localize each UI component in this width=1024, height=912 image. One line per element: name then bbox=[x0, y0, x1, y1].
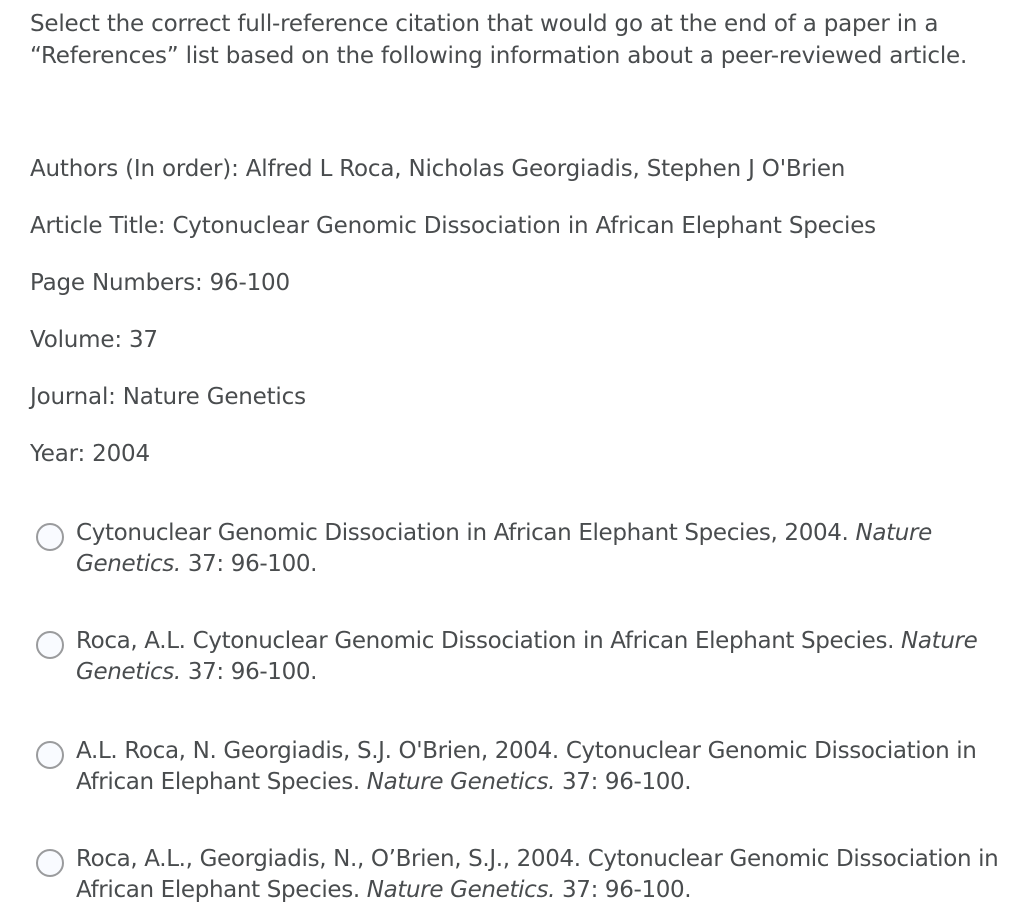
radio-button-3[interactable] bbox=[36, 741, 64, 769]
answer-option-3[interactable] bbox=[36, 736, 1011, 798]
article-volume: Volume: 37 bbox=[30, 327, 158, 353]
answer-option-4[interactable] bbox=[36, 844, 1011, 906]
radio-button-4[interactable] bbox=[36, 849, 64, 877]
option-2-journal: Nature Genetics. bbox=[76, 628, 978, 685]
answer-option-2-text bbox=[76, 626, 1011, 688]
option-4-journal: Nature Genetics. bbox=[366, 877, 556, 903]
option-2-pages: 37: 96-100. bbox=[180, 659, 318, 685]
answer-option-3-text bbox=[76, 736, 1011, 798]
radio-button-2[interactable] bbox=[36, 631, 64, 659]
option-3-journal: Nature Genetics. bbox=[366, 769, 556, 795]
option-3-pages: 37: 96-100. bbox=[555, 769, 692, 795]
question-prompt: Select the correct full-reference citation that would go at the end of a paper in a “References” list based on the following information about a peer-reviewed article. bbox=[30, 11, 968, 69]
answer-option-1-text bbox=[76, 518, 1011, 580]
radio-button-1[interactable] bbox=[36, 523, 64, 551]
answer-option-4-text bbox=[76, 844, 1011, 906]
answer-option-1[interactable] bbox=[36, 518, 1011, 580]
article-journal: Journal: Nature Genetics bbox=[30, 384, 306, 410]
option-1-citation: Cytonuclear Genomic Dissociation in African Elephant Species, 2004. bbox=[76, 520, 856, 546]
option-1-journal: Nature Genetics. bbox=[76, 520, 932, 577]
article-year: Year: 2004 bbox=[30, 441, 150, 467]
option-4-pages: 37: 96-100. bbox=[555, 877, 692, 903]
option-1-pages: 37: 96-100. bbox=[180, 551, 318, 577]
article-authors: Authors (In order): Alfred L Roca, Nicholas Georgiadis, Stephen J O'Brien bbox=[30, 156, 846, 182]
option-2-citation: Roca, A.L. Cytonuclear Genomic Dissociation in African Elephant Species. bbox=[76, 628, 902, 654]
answer-option-2[interactable] bbox=[36, 626, 1011, 688]
option-3-citation: A.L. Roca, N. Georgiadis, S.J. O'Brien, 2004. Cytonuclear Genomic Dissociation in African Elephant Species. bbox=[76, 738, 977, 795]
option-4-citation: Roca, A.L., Georgiadis, N., O’Brien, S.J., 2004. Cytonuclear Genomic Dissociation in African Elephant Species. bbox=[76, 846, 999, 903]
article-title: Article Title: Cytonuclear Genomic Dissociation in African Elephant Species bbox=[30, 213, 876, 239]
article-page-numbers: Page Numbers: 96-100 bbox=[30, 270, 290, 296]
